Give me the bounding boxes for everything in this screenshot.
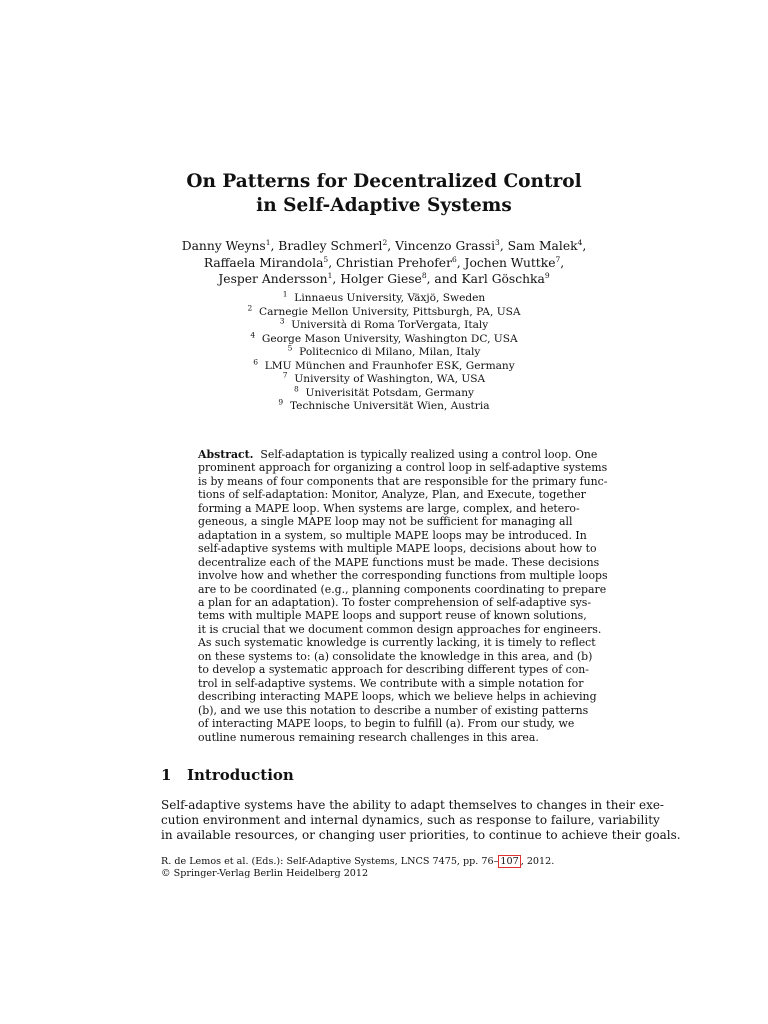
section-number: 1 [161,766,172,784]
citation-footnote [161,856,554,879]
abstract-line [198,488,586,502]
affiliation-line [0,329,768,347]
affiliation-text: LMU München and Fraunhofer ESK, Germany [264,359,515,372]
abstract-text: (b), and we use this notation to describe a number of existing patterns [198,703,589,717]
title-line-2: in Self-Adaptive Systems [256,195,512,216]
abstract-line [198,461,608,475]
author-line [0,255,768,272]
affiliation-number: 1 [282,289,288,299]
affiliation-marker: 6 [451,254,457,264]
abstract-line [198,676,584,690]
affiliation-number: 6 [253,356,259,366]
section-heading-introduction [161,766,294,784]
abstract-text: outline numerous remaining research challenges in this area. [198,730,539,744]
affiliation-line [0,289,768,306]
abstract-text: are to be coordinated (e.g., planning components coordinating to prepare [198,582,607,596]
affiliation-line [0,356,768,374]
affiliation-list [0,289,768,414]
abstract-line [198,609,587,623]
abstract-text: geneous, a single MAPE loop may not be sufficient for managing all [198,515,573,529]
copyright-line: © Springer-Verlag Berlin Heidelberg 2012 [161,867,369,879]
affiliation-line [0,343,768,360]
affiliation-marker: 2 [382,237,388,247]
abstract-line [198,636,596,650]
abstract-line [198,448,598,461]
affiliation-marker: 1 [265,237,271,247]
affiliation-marker: 9 [544,270,550,280]
abstract-text: Self-adaptation is typically realized using a control loop. One [260,448,598,461]
abstract-line [198,703,589,717]
abstract-text: trol in self-adaptive systems. We contribute with a simple notation for [198,676,584,690]
affiliation-number: 4 [250,329,256,339]
abstract-text: tions of self-adaptation: Monitor, Analyze, Plan, and Execute, together [198,488,586,502]
citation-prefix: R. de Lemos et al. (Eds.): Self-Adaptive Systems, LNCS 7475, pp. 76– [161,856,499,867]
author-text: , Sam Malek [499,239,578,253]
affiliation-number: 9 [278,397,284,407]
intro-line: in available resources, or changing user priorities, to continue to achieve their goals. [161,828,681,843]
affiliation-line [0,302,768,320]
affiliation-text: Univerisität Potsdam, Germany [305,386,474,399]
affiliation-line [0,383,768,401]
citation-line [161,856,554,868]
abstract-text: a plan for an adaptation). To foster comprehension of self-adaptive sys- [198,595,592,609]
abstract [198,448,608,744]
abstract-text: on these systems to: (a) consolidate the knowledge in this area, and (b) [198,649,593,663]
affiliation-marker: 7 [555,254,561,264]
affiliation-line [0,397,768,414]
abstract-text: tems with multiple MAPE loops and support reuse of known solutions, [198,609,587,623]
affiliation-text: Politecnico di Milano, Milan, Italy [299,346,481,358]
affiliation-marker: 3 [495,237,500,247]
abstract-line [198,622,602,636]
abstract-text: to develop a systematic approach for describing different types of con- [198,663,589,677]
abstract-line [198,717,575,731]
abstract-line [198,595,592,609]
introduction-paragraph [161,798,681,844]
author-list [0,238,768,288]
abstract-text: As such systematic knowledge is currently lacking, it is timely to reflect [198,636,596,650]
abstract-text: of interacting MAPE loops, to begin to fulfill (a). From our study, we [198,717,575,731]
abstract-text: self-adaptive systems with multiple MAPE loops, decisions about how to [198,542,597,556]
abstract-text: decentralize each of the MAPE functions must be made. These decisions [198,555,600,569]
affiliation-text: Linnaeus University, Växjö, Sweden [294,292,486,304]
affiliation-text: Carnegie Mellon University, Pittsburgh, PA, USA [258,305,521,318]
author-text: , [582,239,587,253]
abstract-text: involve how and whether the corresponding functions from multiple loops [198,569,608,583]
author-text: , Bradley Schmerl [270,239,383,253]
abstract-line [198,569,608,583]
affiliation-marker: 5 [323,254,329,264]
abstract-line [198,515,573,529]
page-end-link[interactable]: 107 [500,856,519,867]
affiliation-marker: 1 [327,270,333,280]
affiliation-text: University of Washington, WA, USA [294,373,486,385]
affiliation-text: Technische Universität Wien, Austria [289,400,490,412]
abstract-line [198,731,570,744]
author-text: , Jochen Wuttke [456,255,556,270]
author-text: , Christian Prehofer [328,255,452,270]
intro-line: Self-adaptive systems have the ability to adapt themselves to changes in their exe- [161,798,664,812]
abstract-line [198,690,597,704]
abstract-line [198,542,597,556]
affiliation-marker: 8 [421,270,427,280]
abstract-text: describing interacting MAPE loops, which we believe helps in achieving [198,690,597,704]
abstract-text: is by means of four components that are responsible for the primary func- [198,474,608,488]
abstract-text: prominent approach for organizing a control loop in self-adaptive systems [198,461,608,475]
citation-suffix: , 2012. [520,856,555,867]
affiliation-number: 3 [279,316,285,326]
title-line-1: On Patterns for Decentralized Control [186,171,582,192]
intro-line: cution environment and internal dynamics, such as response to failure, variability [161,813,660,828]
author-line [0,271,768,288]
author-text: Raffaela Mirandola [203,255,324,270]
author-text: , Vincenzo Grassi [387,239,496,253]
author-text: , and Karl Göschka [426,272,545,286]
affiliation-line [0,370,768,387]
abstract-line [198,555,600,569]
abstract-line [198,501,580,515]
paper-title [0,170,768,218]
affiliation-number: 5 [287,343,293,353]
author-text: Jesper Andersson [218,272,328,286]
affiliation-line [0,316,768,333]
abstract-text: adaptation in a system, so multiple MAPE loops may be introduced. In [198,528,587,542]
author-text: , Holger Giese [332,272,422,286]
affiliation-text: George Mason University, Washington DC, USA [261,332,518,345]
abstract-line [198,528,587,542]
abstract-label: Abstract. [198,448,254,461]
affiliation-marker: 4 [577,237,583,247]
affiliation-text: Università di Roma TorVergata, Italy [291,319,489,331]
section-title: Introduction [187,766,294,784]
abstract-text: forming a MAPE loop. When systems are large, complex, and hetero- [198,501,580,515]
abstract-text: it is crucial that we document common design approaches for engineers. [198,622,602,636]
author-line [0,238,768,255]
abstract-line [198,582,607,596]
author-text: , [560,255,565,270]
affiliation-number: 7 [282,370,288,380]
abstract-line [198,649,593,663]
abstract-line [198,474,608,488]
affiliation-number: 2 [247,302,253,312]
author-text: Danny Weyns [181,239,266,253]
affiliation-number: 8 [293,383,299,393]
abstract-line [198,663,589,677]
